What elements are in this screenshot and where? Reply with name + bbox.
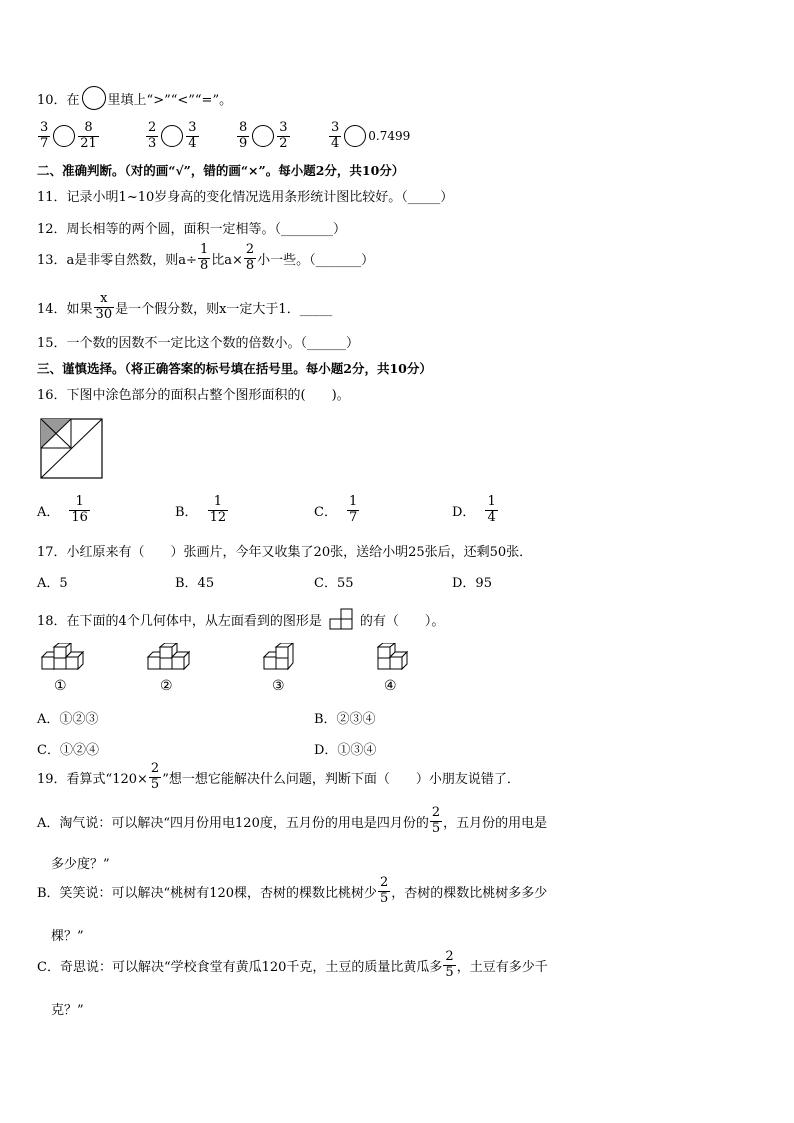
- answer-circle[interactable]: [53, 125, 75, 147]
- solid-2-icon: [144, 643, 196, 677]
- solid-label-2: ②: [160, 678, 173, 694]
- question-11: 11．记录小明1~10岁身高的变化情况选用条形统计图比较好。（_____）: [37, 190, 454, 205]
- solid-label-1: ①: [54, 678, 67, 694]
- q17-option-c[interactable]: C．55: [314, 576, 354, 591]
- section-2-heading: 二、准确判断。（对的画“√”，错的画“×”。每小题2分，共10分）: [37, 163, 405, 178]
- question-13: 13．a是非零自然数，则a÷ $\frac{1}{8}$ 比a× $\frac{2}{8}$ 小一些。（_______）: [37, 242, 375, 273]
- question-10: [37, 86, 232, 110]
- answer-circle[interactable]: [252, 125, 274, 147]
- question-18: 18．在下面的4个几何体中，从左面看到的图形是 的有（ ）。: [37, 608, 444, 630]
- q16-option-b[interactable]: B． $\frac{1}{12}$: [175, 494, 227, 525]
- left-view-shape-icon: [328, 608, 354, 630]
- solid-3-icon: [260, 643, 300, 677]
- square-figure: [40, 418, 104, 480]
- q19-option-a[interactable]: A．淘气说：可以解决“四月份用电120度，五月份的用电是四月份的 $\frac{2}{5}$ ，五月份的用电是: [37, 805, 548, 836]
- q17-option-a[interactable]: A．5: [37, 576, 68, 591]
- q18-option-c[interactable]: C．①②④: [37, 743, 99, 758]
- q18-option-a[interactable]: A．①②③: [37, 712, 99, 727]
- comparison-2: $\frac{2}{3}$ $\frac{3}{4}$: [148, 120, 197, 151]
- comparison-3: $\frac{8}{9}$ $\frac{3}{2}$: [239, 120, 288, 151]
- solid-1-icon: [38, 643, 90, 677]
- question-17: 17．小红原来有（ ）张画片，今年又收集了20张，送给小明25张后，还剩50张．: [37, 545, 533, 560]
- section-3-heading: 三、谨慎选择。（将正确答案的标号填在括号里。每小题2分，共10分）: [37, 361, 432, 376]
- comparison-4: $\frac{3}{4}$ 0.7499: [331, 120, 411, 151]
- comparison-1: $\frac{3}{7}$ $\frac{8}{21}$: [40, 120, 97, 151]
- question-19: 19．看算式“120× $\frac{2}{5}$ ”想一想它能解决什么问题，判断下面（ ）小朋友说错了．: [37, 761, 520, 792]
- question-15: 15．一个数的因数不一定比这个数的倍数小。（______）: [37, 336, 360, 351]
- q17-option-d[interactable]: D．95: [452, 576, 492, 591]
- q16-option-c[interactable]: C． $\frac{1}{7}$: [314, 494, 358, 525]
- compare-circle-icon: [82, 86, 106, 110]
- solid-label-3: ③: [272, 678, 285, 694]
- q19-option-a-cont: 多少度？”: [51, 857, 110, 872]
- q16-option-d[interactable]: D． $\frac{1}{4}$: [452, 494, 496, 525]
- answer-circle[interactable]: [161, 125, 183, 147]
- q10-text: 里填上“>”“<”“=”。: [107, 92, 233, 108]
- answer-circle[interactable]: [344, 125, 366, 147]
- question-12: 12．周长相等的两个圆，面积一定相等。（________）: [37, 222, 347, 237]
- q18-option-d[interactable]: D．①③④: [314, 743, 377, 758]
- q19-option-c-cont: 克？”: [51, 1003, 84, 1018]
- q19-option-b-cont: 棵？”: [51, 929, 84, 944]
- question-16: 16．下图中涂色部分的面积占整个图形面积的( )。: [37, 388, 350, 403]
- q18-option-b[interactable]: B．②③④: [314, 712, 376, 727]
- q19-option-b[interactable]: B．笑笑说：可以解决“桃树有120棵，杏树的棵数比桃树少 $\frac{2}{5}$ ，杏树的棵数比桃树多多少: [37, 875, 548, 906]
- solid-label-4: ④: [384, 678, 397, 694]
- q10-number: 10．在: [37, 92, 80, 108]
- q16-option-a[interactable]: A． $\frac{1}{16}$: [37, 494, 88, 525]
- q19-option-c[interactable]: C．奇思说：可以解决“学校食堂有黄瓜120千克，土豆的质量比黄瓜多 $\frac{2}{5}$ ，土豆有多少千: [37, 949, 548, 980]
- solid-4-icon: [376, 643, 416, 677]
- question-14: 14．如果 $\frac{x}{30}$ 是一个假分数，则x一定大于1．_____: [37, 291, 333, 322]
- q17-option-b[interactable]: B．45: [175, 576, 215, 591]
